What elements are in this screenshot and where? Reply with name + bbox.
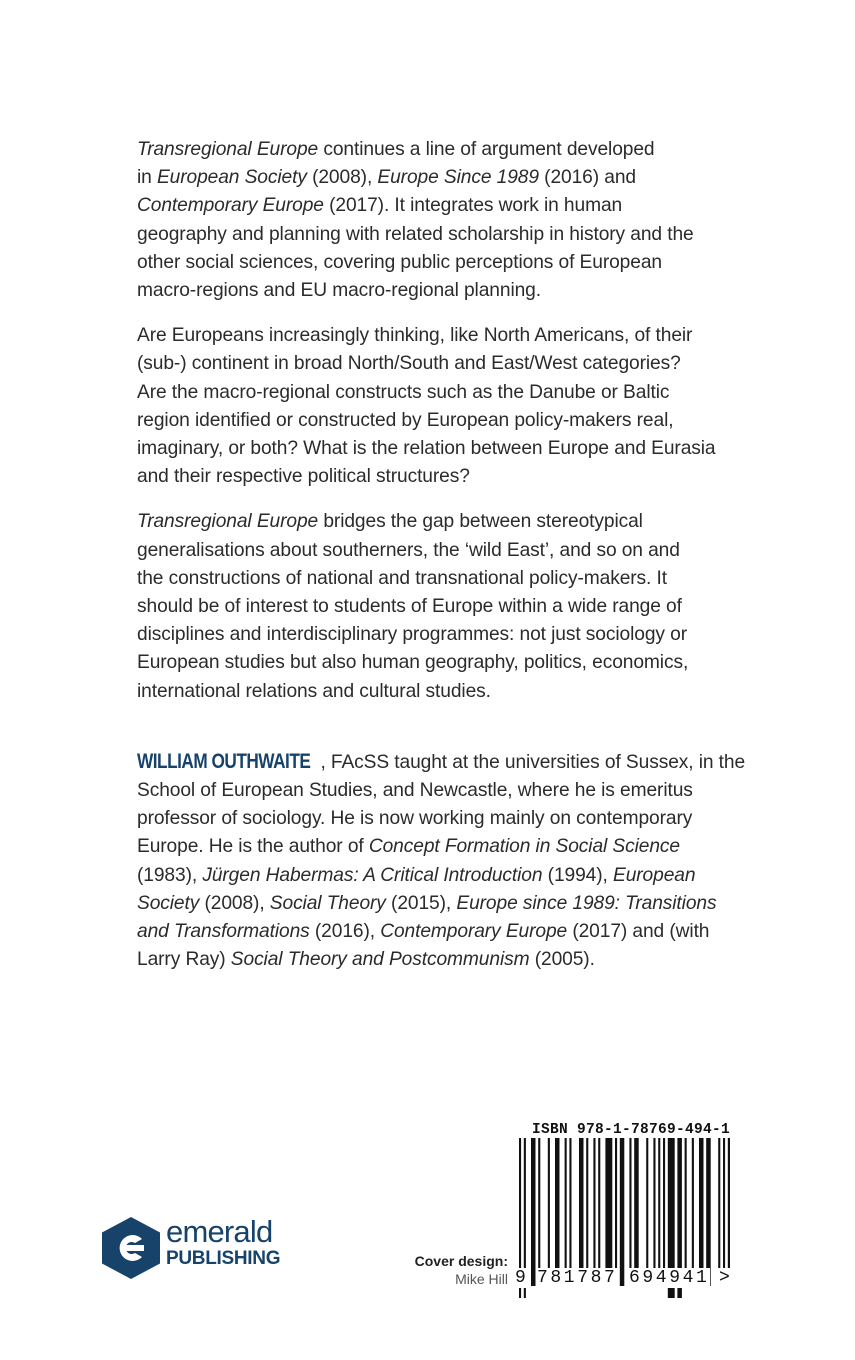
text-run: Contemporary Europe: [137, 195, 324, 217]
barcode-bar: [663, 1138, 665, 1286]
barcode-bar: [579, 1138, 584, 1286]
blurb-paragraph-1: [137, 136, 827, 305]
barcode-quiet-mark: >: [719, 1268, 730, 1288]
text-run: European Society: [156, 167, 307, 189]
text-run: disciplines and interdisciplinary programmes: not just sociology or: [137, 624, 687, 646]
text-run: Are Europeans increasingly thinking, like North Americans, of their: [137, 325, 693, 347]
text-run: (2016),: [309, 921, 381, 943]
barcode-bar: [723, 1138, 725, 1286]
barcode-bar: [569, 1138, 571, 1286]
barcode-bar: [658, 1138, 660, 1286]
text-run: generalisations about southerners, the ‘wild East’, and so on and: [137, 539, 680, 561]
publisher-name-line2: PUBLISHING: [166, 1248, 281, 1269]
isbn-label: ISBN 978-1-78769-494-1: [532, 1122, 731, 1138]
text-run: Larry Ray): [137, 949, 231, 971]
barcode-bar: [629, 1138, 631, 1286]
text-run: other social sciences, covering public perceptions of European: [137, 251, 662, 273]
barcode-bar: [646, 1138, 648, 1286]
barcode-bar: [653, 1138, 655, 1286]
barcode-bar: [699, 1138, 704, 1286]
text-run: Europe since 1989: Transitions: [456, 892, 717, 914]
text-run: School of European Studies, and Newcastle, where he is emeritus: [137, 780, 693, 802]
barcode-bar: [555, 1138, 560, 1286]
text-run: macro-regions and EU macro-regional planning.: [137, 280, 541, 302]
barcode-digits-left: 781787: [537, 1268, 618, 1288]
text-run: professor of sociology. He is now working mainly on contemporary: [137, 808, 693, 830]
barcode-bar: [728, 1138, 730, 1286]
text-run: Europe. He is the author of: [137, 836, 369, 858]
author-bio: [137, 748, 827, 975]
text-run: region identified or constructed by European policy-makers real,: [137, 409, 674, 431]
text-run: Concept Formation in Social Science: [368, 836, 680, 858]
publisher-logo: [102, 1214, 302, 1279]
text-run: Jürgen Habermas: A Critical Introduction: [202, 864, 543, 886]
author-name: WILLIAM OUTHWAITE: [137, 749, 311, 773]
text-run: (2008),: [306, 167, 378, 189]
text-run: geography and planning with related scholarship in history and the: [137, 223, 694, 245]
text-run: should be of interest to students of Europe within a wide range of: [137, 596, 682, 618]
barcode-bar: [634, 1138, 639, 1286]
text-run: Social Theory and Postcommunism: [230, 949, 530, 971]
text-run: international relations and cultural studies.: [137, 680, 491, 702]
barcode-bar: [548, 1138, 550, 1286]
text-run: continues a line of argument developed: [318, 139, 655, 160]
text-run: Transregional Europe: [137, 139, 319, 160]
text-run: Contemporary Europe: [380, 921, 568, 943]
text-run: the constructions of national and transnational policy-makers. It: [137, 567, 667, 589]
barcode-bar: [531, 1138, 536, 1286]
barcode-bar: [685, 1138, 687, 1286]
barcode-bar: [718, 1138, 720, 1286]
text-run: bridges the gap between stereotypical: [318, 511, 643, 533]
barcode-bar: [593, 1138, 595, 1286]
text-run: (2005).: [529, 949, 595, 971]
barcode-bar: [692, 1138, 694, 1286]
text-run: European: [613, 864, 696, 886]
barcode-bar: [706, 1138, 711, 1286]
text-run: Social Theory: [269, 892, 386, 914]
text-run: (2016) and: [538, 167, 636, 189]
text-run: (2017) and (with: [567, 921, 710, 943]
text-run: (sub-) continent in broad North/South and East/West categories?: [137, 353, 681, 375]
cover-design-label: Cover design:: [414, 1253, 508, 1269]
text-run: Are the macro-regional constructs such as the Danube or Baltic: [137, 381, 670, 403]
author-bio-text: [137, 752, 745, 970]
text-run: (2008),: [199, 892, 270, 914]
text-run: (2017). It integrates work in human: [323, 195, 623, 217]
text-run: European studies but also human geography, politics, economics,: [137, 652, 689, 674]
text-run: imaginary, or both? What is the relation between Europe and Eurasia: [137, 438, 716, 460]
back-cover-copy: [137, 136, 827, 991]
barcode-bar: [538, 1138, 540, 1286]
text-run: , FAcSS taught at the universities of Sussex, in the: [320, 751, 746, 773]
text-run: and Transformations: [137, 921, 310, 943]
text-run: in: [137, 167, 157, 189]
barcode-bar: [598, 1138, 600, 1286]
text-run: (2015),: [385, 892, 457, 914]
cover-design-credit: [412, 1252, 508, 1288]
text-run: (1983),: [137, 864, 203, 886]
text-run: (1994),: [542, 864, 613, 886]
blurb-paragraph-2: [137, 322, 827, 491]
text-run: and their respective political structures?: [137, 466, 470, 488]
barcode-bar: [586, 1138, 588, 1286]
publisher-name-line1: emerald: [166, 1214, 273, 1249]
barcode-bar: [605, 1138, 612, 1286]
text-run: Transregional Europe: [137, 511, 319, 533]
cover-designer-name: Mike Hill: [455, 1271, 508, 1287]
barcode-digit-first: 9: [515, 1268, 526, 1288]
barcode-bar: [615, 1138, 617, 1286]
barcode-bar: [565, 1138, 567, 1286]
blurb-paragraph-3: [137, 508, 827, 705]
emerald-publishing-logo-icon: [102, 1217, 160, 1279]
barcode-digits-right: 694941: [629, 1268, 710, 1288]
text-run: Society: [137, 892, 200, 914]
text-run: Europe Since 1989: [377, 167, 539, 189]
barcode-bar: [620, 1138, 625, 1286]
